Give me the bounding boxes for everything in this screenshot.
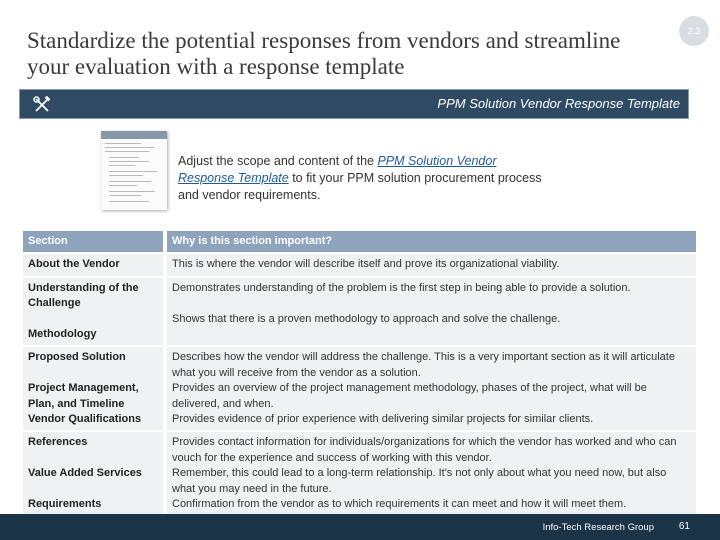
template-link[interactable]: PPM Solution Vendor Response Template <box>178 154 497 185</box>
row-section: Value Added Services <box>28 467 142 480</box>
row-section-group <box>23 347 163 430</box>
banner-title: PPM Solution Vendor Response Template <box>437 96 680 111</box>
intro-after: to fit your PPM solution procurement process and vendor requirements. <box>178 171 542 202</box>
table-row <box>23 347 696 430</box>
row-why: Demonstrates understanding of the problem is the first step in being able to provide a solution. <box>172 281 631 294</box>
tools-icon <box>33 96 51 114</box>
row-why: Provides evidence of prior experience with delivering similar projects for similar clients. <box>172 413 594 426</box>
intro-text <box>178 153 548 204</box>
thumbnail-header <box>101 131 167 139</box>
row-why-group <box>167 347 696 430</box>
header-section: Section <box>23 231 163 252</box>
header-why: Why is this section important? <box>167 231 696 252</box>
step-badge: 2.3 <box>679 16 709 46</box>
row-section: About the Vendor <box>23 254 163 275</box>
row-section-group <box>23 432 163 515</box>
row-why: Describes how the vendor will address the challenge. This is a very important section as it will articulate what you will receive from the vendor as a solution. <box>172 351 675 379</box>
template-banner <box>19 89 689 119</box>
row-why: Confirmation from the vendor as to which requirements it can meet and how it will meet them. <box>172 498 627 511</box>
row-section: Understanding of the Challenge <box>28 281 139 310</box>
row-why: Remember, this could lead to a long-term relationship. It's not only about what you need now, but also what you may need in the future. <box>172 467 667 495</box>
sections-table <box>23 231 696 515</box>
row-section: Vendor Qualifications <box>28 413 142 426</box>
footer-org: Info-Tech Research Group <box>542 522 654 533</box>
table-row <box>23 254 696 275</box>
row-section-group <box>23 278 163 346</box>
table-header-row <box>23 231 696 252</box>
row-section: Proposed Solution <box>28 351 126 364</box>
row-why-group <box>167 432 696 515</box>
template-thumbnail[interactable] <box>101 131 167 210</box>
row-section: References <box>28 436 88 449</box>
page-title: Standardize the potential responses from vendors and streamline your evaluation with a response template <box>27 28 621 79</box>
row-section: Methodology <box>28 328 97 341</box>
table-row <box>23 278 696 346</box>
footer-bar <box>0 514 720 540</box>
intro-before: Adjust the scope and content of the <box>178 154 378 168</box>
row-section: Project Management, Plan, and Timeline <box>28 382 139 410</box>
row-why: Provides contact information for individuals/organizations for which the vendor has worked and who can vouch for the experience and success of working with this vendor. <box>172 436 677 464</box>
row-why: Provides an overview of the project management methodology, phases of the project, what will be delivered, and when. <box>172 382 647 410</box>
row-section: Requirements <box>28 498 102 511</box>
row-why: This is where the vendor will describe itself and prove its organizational viability. <box>167 254 696 275</box>
row-why-group <box>167 278 696 346</box>
table-row <box>23 432 696 515</box>
row-why: Shows that there is a proven methodology to approach and solve the challenge. <box>172 312 561 325</box>
page-number: 61 <box>678 521 690 532</box>
